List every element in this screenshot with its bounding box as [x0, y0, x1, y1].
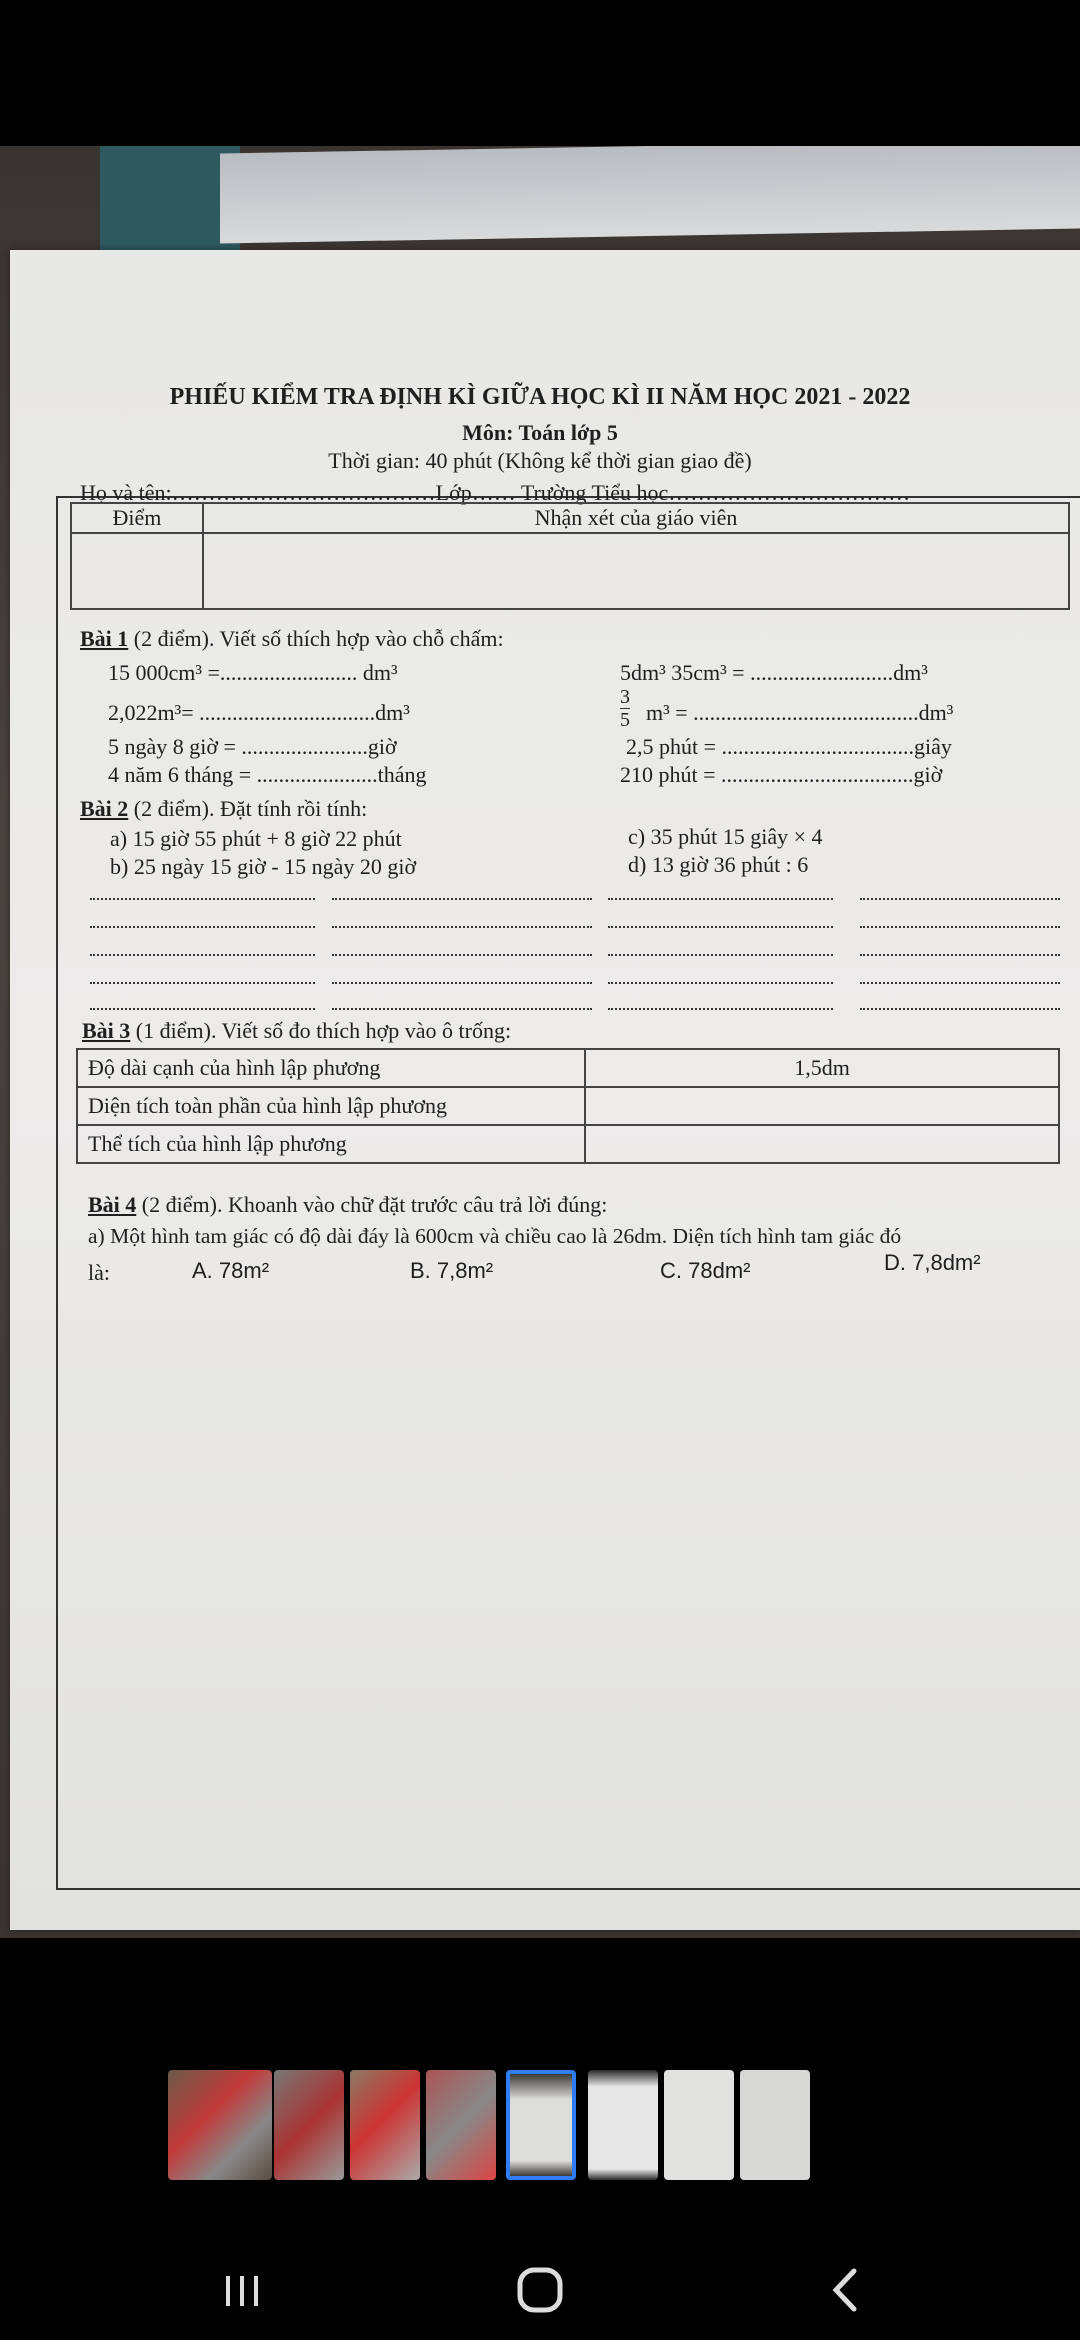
bai2-heading: Bài 2 (2 điểm). Đặt tính rồi tính: — [80, 796, 368, 821]
bai4-question: a) Một hình tam giác có độ dài đáy là 600cm và chiều cao là 26dm. Diện tích hình tam giác đó — [88, 1224, 902, 1248]
bai2-item-d: d) 13 giờ 36 phút : 6 — [628, 852, 809, 877]
thumbnail[interactable] — [350, 2070, 420, 2180]
back-icon — [826, 2265, 866, 2315]
bai2-item-a: a) 15 giờ 55 phút + 8 giờ 22 phút — [110, 826, 402, 851]
bai4-option-d: D. 7,8dm² — [884, 1250, 981, 1275]
bai4-heading: Bài 4 (2 điểm). Khoanh vào chữ đặt trước câu trả lời đúng: — [88, 1192, 608, 1217]
back-button[interactable] — [806, 2260, 886, 2320]
comment-header: Nhận xét của giáo viên — [203, 503, 1069, 533]
bai1-item-2: 5dm³ 35cm³ = ..........................dm³ — [620, 660, 928, 685]
score-header: Điểm — [71, 503, 203, 533]
bai1-item-7: 4 năm 6 tháng = ......................tháng — [108, 762, 427, 787]
thumbnail[interactable] — [274, 2070, 344, 2180]
bai4-option-a: A. 78m² — [192, 1258, 270, 1283]
bai2-item-b: b) 25 ngày 15 giờ - 15 ngày 20 giờ — [110, 854, 417, 879]
bai2-item-c: c) 35 phút 15 giây × 4 — [628, 824, 823, 849]
thumbnail[interactable] — [740, 2070, 810, 2180]
bai1-fraction: 3 5 — [620, 686, 630, 731]
thumbnail[interactable] — [664, 2070, 734, 2180]
bai4-option-c: C. 78dm² — [660, 1258, 751, 1283]
gallery-thumbnail-strip — [0, 2070, 1080, 2180]
bai1-item-8: 210 phút = ...................................giờ — [620, 762, 943, 787]
exam-subject: Môn: Toán lớp 5 — [462, 420, 618, 445]
bai1-item-4: m³ = .........................................dm³ — [646, 700, 954, 725]
thumbnail-selected[interactable] — [506, 2070, 576, 2180]
bai3-value-3 — [585, 1125, 1059, 1163]
table-row — [77, 1049, 1059, 1087]
bai1-item-3: 2,022m³= ................................dm³ — [108, 700, 410, 725]
exam-time: Thời gian: 40 phút (Không kể thời gian giao đề) — [328, 448, 752, 473]
bai4-la: là: — [88, 1260, 110, 1285]
bai4-option-b: B. 7,8m² — [410, 1258, 494, 1283]
bai3-value-1: 1,5dm — [585, 1049, 1059, 1087]
bai3-label-2: Diện tích toàn phần của hình lập phương — [77, 1087, 585, 1125]
score-cell — [71, 533, 203, 609]
bai1-item-6: 2,5 phút = ...................................giây — [626, 734, 952, 759]
bai3-table — [76, 1048, 1060, 1164]
home-icon — [515, 2265, 565, 2315]
thumbnail[interactable] — [168, 2070, 272, 2180]
score-table — [70, 502, 1070, 610]
bai3-value-2 — [585, 1087, 1059, 1125]
home-button[interactable] — [500, 2260, 580, 2320]
bai1-item-5: 5 ngày 8 giờ = .......................giờ — [108, 734, 397, 759]
recent-apps-button[interactable] — [202, 2260, 282, 2320]
background-paper-stack — [220, 146, 1080, 244]
recent-apps-icon — [220, 2270, 264, 2310]
exam-title: PHIẾU KIỂM TRA ĐỊNH KÌ GIỮA HỌC KÌ II NĂM HỌC 2021 - 2022 — [169, 384, 911, 410]
bai1-item-1: 15 000cm³ =......................... dm³ — [108, 660, 398, 685]
thumbnail[interactable] — [588, 2070, 658, 2180]
bai3-label-3: Thể tích của hình lập phương — [77, 1125, 585, 1163]
photo-viewer — [0, 146, 1080, 1938]
system-navigation-bar — [0, 2240, 1080, 2340]
bai1-heading: Bài 1 (2 điểm). Viết số thích hợp vào chỗ chấm: — [80, 626, 504, 651]
bai3-label-1: Độ dài cạnh của hình lập phương — [77, 1049, 585, 1087]
table-row — [77, 1125, 1059, 1163]
bai3-heading: Bài 3 (1 điểm). Viết số đo thích hợp vào ô trống: — [82, 1018, 512, 1043]
comment-cell — [203, 533, 1069, 609]
background-object — [100, 146, 240, 256]
student-info-line: Họ và tên:………………………………Lớp…… Trường Tiểu học…………………………… — [80, 480, 911, 505]
table-row — [77, 1087, 1059, 1125]
thumbnail[interactable] — [426, 2070, 496, 2180]
